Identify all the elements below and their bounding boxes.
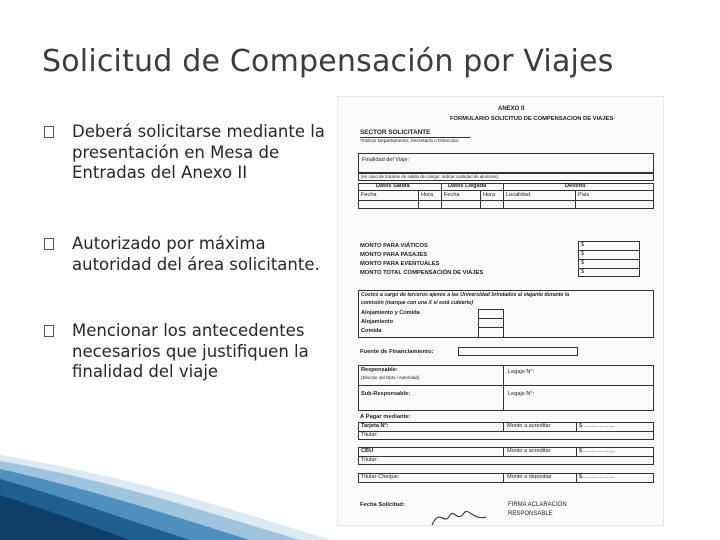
currency-1: $ [581, 242, 585, 248]
bullet-list [44, 122, 329, 381]
form-monto-eventuales: MONTO PARA EVENTUALES [360, 261, 440, 267]
form-datos-salida: Datos Salida [376, 183, 410, 189]
form-localidad: Localidad [506, 192, 530, 198]
bullet-item [44, 234, 329, 275]
form-anexo: ANEXO II [498, 106, 525, 112]
form-monto-depositar: Monto a depositar [507, 474, 552, 480]
currency-2: $ [581, 251, 585, 257]
form-sector: SECTOR SOLICITANTE [360, 129, 431, 136]
form-hora2: Hora [483, 192, 496, 198]
bullet-item [44, 321, 329, 383]
bullet-box-icon [44, 325, 54, 337]
form-legajo1: Legajo N°: [508, 369, 535, 375]
bullet-text: Deberá solicitarse mediante la presentación en Mesa de Entradas del Anexo II [72, 122, 325, 182]
form-responsable-hint: (Director del Dpto / Autoridad) [361, 375, 420, 380]
scanned-form-image [337, 96, 664, 526]
form-monto-viaticos: MONTO PARA VIÁTICOS [360, 243, 428, 249]
responsables-box [358, 365, 654, 411]
bullet-box-icon [44, 238, 54, 250]
form-sub-responsable: Sub-Responsable: [361, 391, 411, 397]
form-monto-total: MONTO TOTAL COMPENSACIÓN DE VIAJES [360, 270, 484, 276]
form-op1: Alojamiento y Comida [361, 310, 420, 316]
currency-4: $ [581, 269, 585, 275]
form-finalidad: Finalidad del Viaje: [362, 157, 410, 163]
signature-scribble [430, 505, 490, 526]
form-titular1: Titular: [361, 432, 378, 438]
form-fecha2: Fecha [444, 192, 460, 198]
form-fuente: Fuente de Financiamiento: [360, 349, 434, 355]
currency-3: $ [581, 260, 585, 266]
bullet-text: Mencionar los antecedentes necesarios que justifiquen la finalidad del viaje [72, 321, 309, 381]
form-sector-hint: *Indicar Departamento, Secretaría o Dirección. [360, 139, 460, 144]
form-fecha-solicitud: Fecha Solicitud: [360, 502, 405, 508]
bullet-item [44, 122, 329, 184]
form-monto-dots3: $..................... [579, 474, 615, 480]
form-title: FORMULARIO SOLICITUD DE COMPENSACION DE VIAJES [450, 116, 614, 122]
form-firma2: RESPONSABLE [508, 511, 553, 517]
decorative-swoosh [0, 455, 380, 540]
form-monto-pasajes: MONTO PARA PASAJES [360, 252, 428, 258]
bullet-box-icon [44, 126, 54, 138]
form-responsable: Responsable: [361, 367, 398, 373]
costos-check-box [478, 309, 504, 338]
finalidad-box [358, 153, 654, 173]
form-cbu: CBU [361, 448, 374, 454]
form-costos-2: comisión (marque con una X si está cubierto) [361, 300, 474, 306]
form-destino: Destino [565, 183, 586, 189]
form-legajo2: Legajo N°: [508, 391, 535, 397]
form-datos-llegada: Datos Llegada [448, 183, 487, 189]
form-op2: Alojamiento [361, 319, 394, 325]
form-monto-acreditar1: Monto a acreditar [507, 423, 551, 429]
form-op3: Comida [361, 328, 382, 334]
bullet-text: Autorizado por máxima autoridad del área solicitante. [72, 234, 320, 274]
form-tarjeta: Tarjeta N°: [361, 423, 389, 429]
form-monto-dots1: $..................... [579, 423, 615, 429]
form-monto-acreditar2: Monto a acreditar [507, 448, 551, 454]
form-monto-dots2: $..................... [579, 448, 615, 454]
form-hora1: Hora [421, 192, 434, 198]
form-pais: País [578, 192, 590, 198]
form-a-pagar: A Pagar mediante: [360, 414, 411, 420]
form-fecha1: Fecha [361, 192, 377, 198]
form-finalidad-hint: (en caso de tratarse de salida de campo: indicar cantidad de alumnos) [361, 174, 498, 179]
form-firma: FIRMA ACLARACIÓN [508, 502, 567, 508]
slide-title: Solicitud de Compensación por Viajes [42, 44, 614, 79]
form-titular-cheque: Titular-Cheque: [361, 474, 400, 480]
form-costos-1: Costos a cargo de terceros ajenos a las Universidad brindados al viajante durante la [361, 292, 570, 298]
form-titular2: Titular: [361, 457, 378, 463]
